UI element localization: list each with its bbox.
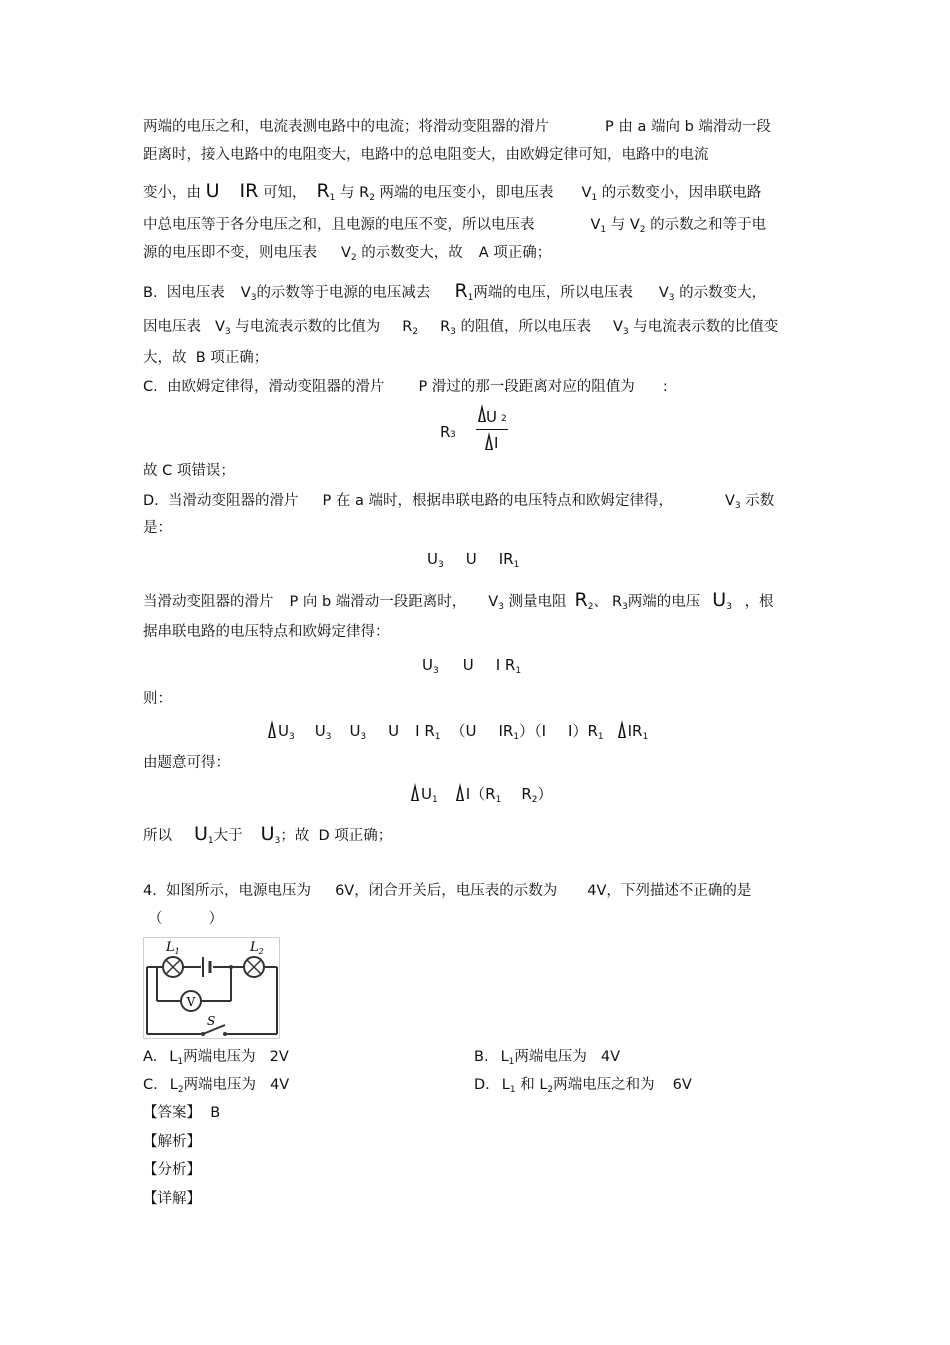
analysis-heading: 【解析】 bbox=[143, 1134, 201, 1150]
option-d: D. $L_1$ 和 $L_2$两端电压之和为 6V bbox=[474, 1077, 692, 1095]
equation-delta-u3: $U_3$ $U_3$ $U_3$ U I $R_1$ （U $IR_1)(I$ $I)R_1$ $IR_1$ bbox=[268, 720, 648, 742]
text-line: 则： bbox=[143, 691, 172, 707]
text-line: 中总电压等于各分电压之和，且电源的电压不变，所以电压表 $V_1$ 与 $V_2$ 的示数之和等于电 bbox=[143, 217, 767, 235]
lamp-l1-icon bbox=[163, 957, 183, 977]
answer-line: 【答案】 B bbox=[143, 1105, 221, 1121]
text-line: 距离时，接入电路中的电阻变大，电路中的总电阻变大，由欧姆定律可知，电路中的电流 bbox=[143, 147, 709, 163]
text-line: 由题意可得： bbox=[143, 755, 230, 771]
detail-heading: 【详解】 bbox=[143, 1191, 201, 1207]
question-4-paren: （ ） bbox=[148, 911, 224, 927]
option-c: C. $L_2$两端电压为 4V bbox=[143, 1077, 290, 1095]
lamp-l2-icon bbox=[244, 957, 264, 977]
text-line: 两端的电压之和，电流表测电路中的电流；将滑动变阻器的滑片 P 由 a 端向 b 端滑动一段 bbox=[143, 119, 771, 135]
text-line: 变小，由 U IR 可知， $R_1$ 与 $R_2$ 两端的电压变小，即电压表 $V_1$ 的示数变小，因串联电路 bbox=[143, 180, 762, 203]
text-line: 所以 $U_1$大于 $U_3$；故 D 项正确； bbox=[143, 823, 393, 846]
analysis-subheading: 【分析】 bbox=[143, 1162, 201, 1178]
text-line: 源的电压即不变，则电压表 $V_2$ 的示数变大，故 A 项正确； bbox=[143, 245, 552, 263]
question-4: 4. 如图所示，电源电压为 6V，闭合开关后，电压表的示数为 4V，下列描述不正确的是 bbox=[143, 883, 752, 899]
voltmeter-icon bbox=[181, 991, 201, 1011]
text-line: 当滑动变阻器的滑片 P 向 b 端滑动一段距离时， $V_3$ 测量电阻 $R_2$、 $R_3$两端的电压 $U_3$ ，根 bbox=[143, 589, 774, 612]
text-line: D. 当滑动变阻器的滑片 P 在 a 端时，根据串联电路的电压特点和欧姆定律得， $V_3$ 示数 bbox=[143, 493, 775, 511]
equation-r3: R 3 U 2 I bbox=[440, 404, 520, 466]
text-line: 据串联电路的电压特点和欧姆定律得： bbox=[143, 624, 390, 640]
option-b: B. $L_1$两端电压为 4V bbox=[474, 1049, 621, 1067]
equation-u3: $U_3$ U $IR_1$ bbox=[427, 550, 520, 570]
circuit-diagram bbox=[143, 937, 280, 1039]
equation-delta-u1: $U_1$ $I(R_1$ $R_2$） bbox=[411, 783, 553, 805]
text-line: 大，故 B 项正确； bbox=[143, 350, 269, 366]
text-line: C. 由欧姆定律得，滑动变阻器的滑片 P 滑过的那一段距离对应的阻值为 : bbox=[143, 379, 668, 395]
label-s: S bbox=[207, 1014, 216, 1028]
text-line: 因电压表 $V_3$ 与电流表示数的比值为 $R_2$ $R_3$ 的阻值，所以电压表 $V_3$ 与电流表示数的比值变 bbox=[143, 319, 779, 337]
label-l2: $L_2$ bbox=[250, 940, 264, 956]
text-line: B. 因电压表 $V_3$的示数等于电源的电压减去 $R_1$两端的电压，所以电压表 $V_3$ 的示数变大， bbox=[143, 280, 767, 303]
svg-text:V: V bbox=[186, 995, 196, 1009]
text-line: 故 C 项错误； bbox=[143, 463, 235, 479]
label-l1: $L_1$ bbox=[166, 940, 180, 956]
text-line: 是： bbox=[143, 520, 172, 536]
equation-u3-prime: $U_3$ U I $R_1$ bbox=[422, 656, 522, 676]
option-a: A. $L_1$两端电压为 2V bbox=[143, 1049, 289, 1067]
